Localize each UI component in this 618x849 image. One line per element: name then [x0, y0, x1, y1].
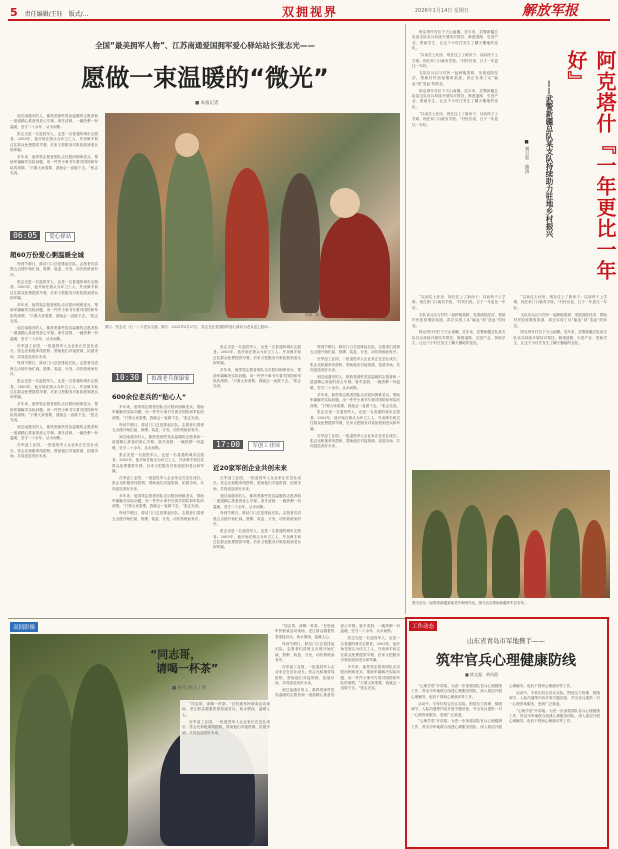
subhead-1-box: [10, 223, 75, 242]
editor-credit: 责任编辑/王钰 版式/…: [24, 11, 89, 18]
subhead-2-time: 10:30: [112, 373, 142, 382]
lead-headline: 愿做一束温暖的“微光”: [81, 64, 329, 92]
bottom-middle-text: “同志哥，请喝一杯茶。”在驻地军民联欢活动现场，老区群众端着热茶迎接官兵，鱼水情深，温暖人心。 每到节假日，驿站门口总是排起长队。志愿者们清晨五点便开始忙碌，熬粥、装盒、分发，动作熟练而有序。 在军创工业园，一批退役军人企业家正在茁壮成长。张志光积极牵线搭桥，帮助他们对接资源、拓展市场，共同创造美好未来。 到过南通市的人，都熟悉那些笑容温暖的志愿者和一道道精心准备的爱心早餐。寒冬清晨，一碗热粥一份温暖，坚守二十余年，从未间断。 张志光是一名退役军人，也是一名普通的城市志愿者。2003年，他开始在街头为环卫工人、外卖骑手和过往群众免费提供早餐，后来又把服务对象拓展到老兵和军属。 多年来，他带领志愿者团队走访慰问困难老兵、帮助军属解决实际问题，用一件件小事书写着对国防和军队的深情。“只要大家需要，我就会一直做下去。”张志光说。: [275, 624, 400, 698]
feature-photo-caption: 图为官兵一起察看新疆某地老乡刺绣作品。图为官兵帮助新疆库车县有机…: [412, 601, 528, 605]
subhead-2-box: [112, 365, 194, 384]
bottom-photo-title-line-1: “同志哥，: [150, 648, 202, 661]
news-headline: 筑牢官兵心理健康防线: [436, 653, 576, 669]
lead-column-3-text: 在军创工业园，一批退役军人企业家正在茁壮成长。张志光积极牵线搭桥，帮助他们对接资源、拓展市场，共同创造美好未来。 到过南通市的人，都熟悉那些笑容温暖的志愿者和一道道精心准备的爱心早餐。寒冬清晨，一碗热粥一份温暖，坚守二十余年，从未间断。 每到节假日，驿站门口总是排起长队。志愿者们清晨五点便开始忙碌，熬粥、装盒、分发，动作熟练而有序。 张志光是一名退役军人，也是一名普通的城市志愿者。2003年，他开始在街头为环卫工人、外卖骑手和过往群众免费提供早餐，后来又把服务对象拓展到老兵和军属。: [213, 476, 301, 550]
lead-column-3-top-text: 张志光是一名退役军人，也是一名普通的城市志愿者。2003年，他开始在街头为环卫工人、外卖骑手和过往群众免费提供早餐，后来又把服务对象拓展到老兵和军属。 多年来，他带领志愿者团队走访慰问困难老兵、帮助军属解决实际问题，用一件件小事书写着对国防和军队的深情。“只要大家需要，我就会一直做下去。”张志光说。: [213, 345, 301, 389]
lead-intro-text: 到过南通市的人，都熟悉那些笑容温暖的志愿者和一道道精心准备的爱心早餐。寒冬清晨，一碗热粥一份温暖，坚守二十余年，从未间断。 张志光是一名退役军人，也是一名普通的城市志愿者。2003年，他开始在街头为环卫工人、外卖骑手和过往群众免费提供早餐，后来又把服务对象拓展到老兵和军属。 多年来，他带领志愿者团队走访慰问困难老兵、帮助军属解决实际问题，用一件件小事书写着对国防和军队的深情。“只要大家需要，我就会一直做下去。”张志光说。: [10, 114, 98, 176]
lead-kicker: 全国“最美拥军人物”、江苏南通爱国拥军爱心驿站站长张志光——: [95, 41, 315, 50]
page-header-left: [10, 6, 89, 19]
feature-subtitle: ——武警新疆总队某支队持续助力驻地乡村振兴: [545, 80, 554, 238]
feature-photo: [412, 470, 610, 598]
subhead-3-label: 军创工业园: [248, 441, 284, 451]
header-rule: [8, 19, 610, 21]
column-divider: [405, 24, 406, 614]
news-byline: ■ 徐文超 黄凤霞: [465, 672, 499, 677]
lead-byline: ■ 本报记者: [195, 101, 219, 106]
lead-photo: [105, 113, 400, 321]
news-tag: 工作动态: [409, 621, 437, 631]
feature-headline: 阿克塔什『一年更比一年好』: [564, 50, 617, 281]
section-title: 双拥视界: [281, 5, 338, 19]
feature-byline: ■ 刘云东 唐涛: [524, 140, 529, 174]
subhead-2: 600余位老兵的“贴心人”: [112, 393, 187, 401]
bottom-photo-byline: ■ 杨光 顾文 / 图: [172, 686, 206, 691]
subhead-3-box: [213, 432, 284, 451]
lead-photo-credit: 供图：周 强: [305, 313, 324, 317]
newspaper-logo: 解放军报: [522, 3, 578, 19]
news-text: “心理学堂”开讲啦。为进一步加强部队官兵心理健康工作，青岛市军地联合组建心理服务团队，深入基层开展心理辅导、危机干预和心理测评等工作。 活动中，专家们结合官兵实际，围绕压力管理、情绪调节、人际沟通等内容开展专题讲座，并为官兵提供一对一心理咨询服务，受到广泛欢迎。 “心理学堂”开讲啦。为进一步加强部队官兵心理健康工作，青岛市军地联合组建心理服务团队，深入基层开展心理辅导、危机干预和心理测评等工作。 活动中，专家们结合官兵实际，围绕压力管理、情绪调节、人际沟通等内容开展专题讲座，并为官兵提供一对一心理咨询服务，受到广泛欢迎。 “心理学堂”开讲啦。为进一步加强部队官兵心理健康工作，青岛市军地联合组建心理服务团队，深入基层开展心理辅导、危机干预和心理测评等工作。: [411, 684, 600, 729]
bottom-photo-text: “同志哥，请喝一杯茶。”在驻地军民联欢活动现场，老区群众端着热茶迎接官兵，鱼水情深，温暖人心。 在军创工业园，一批退役军人企业家正在茁壮成长。张志光积极牵线搭桥，帮助他们对接资源、拓展市场，共同创造美好未来。: [180, 700, 272, 774]
lead-photo-caption: 图①：张志光（右一）与老兵交流。图②：2023年5月27日，张志光在爱国拥军爱心驿站为老兵送上慰问…: [105, 325, 272, 329]
news-kicker: 山东省青岛市军地携手——: [467, 637, 545, 645]
lead-column-4-text: 每到节假日，驿站门口总是排起长队。志愿者们清晨五点便开始忙碌，熬粥、装盒、分发，动作熟练而有序。 在军创工业园，一批退役军人企业家正在茁壮成长。张志光积极牵线搭桥，帮助他们对接资源、拓展市场，共同创造美好未来。 到过南通市的人，都熟悉那些笑容温暖的志愿者和一道道精心准备的爱心早餐。寒冬清晨，一碗热粥一份温暖，坚守二十余年，从未间断。 多年来，他带领志愿者团队走访慰问困难老兵、帮助军属解决实际问题，用一件件小事书写着对国防和军队的深情。“只要大家需要，我就会一直做下去。”张志光说。 张志光是一名退役军人，也是一名普通的城市志愿者。2003年，他开始在街头为环卫工人、外卖骑手和过往群众免费提供早餐，后来又把服务对象拓展到老兵和军属。 在军创工业园，一批退役军人企业家正在茁壮成长。张志光积极牵线搭桥，帮助他们对接资源、拓展市场，共同创造美好未来。: [310, 345, 400, 449]
subhead-3-time: 17:00: [213, 440, 243, 449]
feature-text-1: 阿克塔什村位于天山南麓。近年来，武警新疆总队某支队官兵持续开展结对帮扶，修建道路、引进产业、资助学生，让这个小村庄发生了翻天覆地的变化。 “以前住土坯房，现在住上了新房子；以前孩子上学难，现在家门口就有学校。”村民们说，日子一年更比一年好。 支队官兵还与村民一起种植果树、发展庭院经济，帮助村民拓宽增收渠道，真正实现了从“输血”到“造血”的转变。 阿克塔什村位于天山南麓。近年来，武警新疆总队某支队官兵持续开展结对帮扶，修建道路、引进产业、资助学生，让这个小村庄发生了翻天覆地的变化。 “以前住土坯房，现在住上了新房子；以前孩子上学难，现在家门口就有学校。”村民们说，日子一年更比一年好。: [412, 30, 498, 127]
subhead-1-label: 爱心驿站: [45, 232, 75, 242]
subhead-3: 近20家军创企业共创未来: [213, 464, 288, 472]
bottom-photo-title: [150, 648, 270, 676]
issue-date: 2026年1月14日 星期日: [415, 8, 469, 14]
lead-column-2-text: 多年来，他带领志愿者团队走访慰问困难老兵、帮助军属解决实际问题，用一件件小事书写着对国防和军队的深情。“只要大家需要，我就会一直做下去。”张志光说。 每到节假日，驿站门口总是排起长队。志愿者们清晨五点便开始忙碌，熬粥、装盒、分发，动作熟练而有序。 到过南通市的人，都熟悉那些笑容温暖的志愿者和一道道精心准备的爱心早餐。寒冬清晨，一碗热粥一份温暖，坚守二十余年，从未间断。 张志光是一名退役军人，也是一名普通的城市志愿者。2003年，他开始在街头为环卫工人、外卖骑手和过往群众免费提供早餐，后来又把服务对象拓展到老兵和军属。 在军创工业园，一批退役军人企业家正在茁壮成长。张志光积极牵线搭桥，帮助他们对接资源、拓展市场，共同创造美好未来。 多年来，他带领志愿者团队走访慰问困难老兵、帮助军属解决实际问题，用一件件小事书写着对国防和军队的深情。“只要大家需要，我就会一直做下去。”张志光说。 每到节假日，驿站门口总是排起长队。志愿者们清晨五点便开始忙碌，熬粥、装盒、分发，动作熟练而有序。: [112, 405, 204, 521]
photo-section-tag: 双拥影像: [10, 622, 38, 632]
subhead-2-label: 拟战老兵探康家: [147, 374, 194, 384]
bottom-photo-title-line-2: 请喝一杯茶”: [156, 662, 219, 675]
subhead-1-time: 06:05: [10, 231, 40, 240]
lead-column-1-text: 每到节假日，驿站门口总是排起长队。志愿者们清晨五点便开始忙碌，熬粥、装盒、分发，动作熟练而有序。 张志光是一名退役军人，也是一名普通的城市志愿者。2003年，他开始在街头为环卫工人、外卖骑手和过往群众免费提供早餐，后来又把服务对象拓展到老兵和军属。 多年来，他带领志愿者团队走访慰问困难老兵、帮助军属解决实际问题，用一件件小事书写着对国防和军队的深情。“只要大家需要，我就会一直做下去。”张志光说。 到过南通市的人，都熟悉那些笑容温暖的志愿者和一道道精心准备的爱心早餐。寒冬清晨，一碗热粥一份温暖，坚守二十余年，从未间断。 在军创工业园，一批退役军人企业家正在茁壮成长。张志光积极牵线搭桥，帮助他们对接资源、拓展市场，共同创造美好未来。 每到节假日，驿站门口总是排起长队。志愿者们清晨五点便开始忙碌，熬粥、装盒、分发，动作熟练而有序。 张志光是一名退役军人，也是一名普通的城市志愿者。2003年，他开始在街头为环卫工人、外卖骑手和过往群众免费提供早餐，后来又把服务对象拓展到老兵和军属。 多年来，他带领志愿者团队走访慰问困难老兵、帮助军属解决实际问题，用一件件小事书写着对国防和军队的深情。“只要大家需要，我就会一直做下去。”张志光说。 到过南通市的人，都熟悉那些笑容温暖的志愿者和一道道精心准备的爱心早餐。寒冬清晨，一碗热粥一份温暖，坚守二十余年，从未间断。 在军创工业园，一批退役军人企业家正在茁壮成长。张志光积极牵线搭桥，帮助他们对接资源、拓展市场，共同创造美好未来。: [10, 262, 98, 458]
subhead-1: 超60万份爱心粥温暖全城: [10, 251, 85, 259]
feature-text-2: “以前住土坯房，现在住上了新房子；以前孩子上学难，现在家门口就有学校。”村民们说，日子一年更比一年好。 支队官兵还与村民一起种植果树、发展庭院经济，帮助村民拓宽增收渠道，真正实现了从“输血”到“造血”的转变。 阿克塔什村位于天山南麓。近年来，武警新疆总队某支队官兵持续开展结对帮扶，修建道路、引进产业、资助学生，让这个小村庄发生了翻天覆地的变化。 “以前住土坯房，现在住上了新房子；以前孩子上学难，现在家门口就有学校。”村民们说，日子一年更比一年好。 支队官兵还与村民一起种植果树、发展庭院经济，帮助村民拓宽增收渠道，真正实现了从“输血”到“造血”的转变。 阿克塔什村位于天山南麓。近年来，武警新疆总队某支队官兵持续开展结对帮扶，修建道路、引进产业、资助学生，让这个小村庄发生了翻天覆地的变化。: [412, 295, 607, 346]
page-number: 5: [10, 6, 18, 19]
